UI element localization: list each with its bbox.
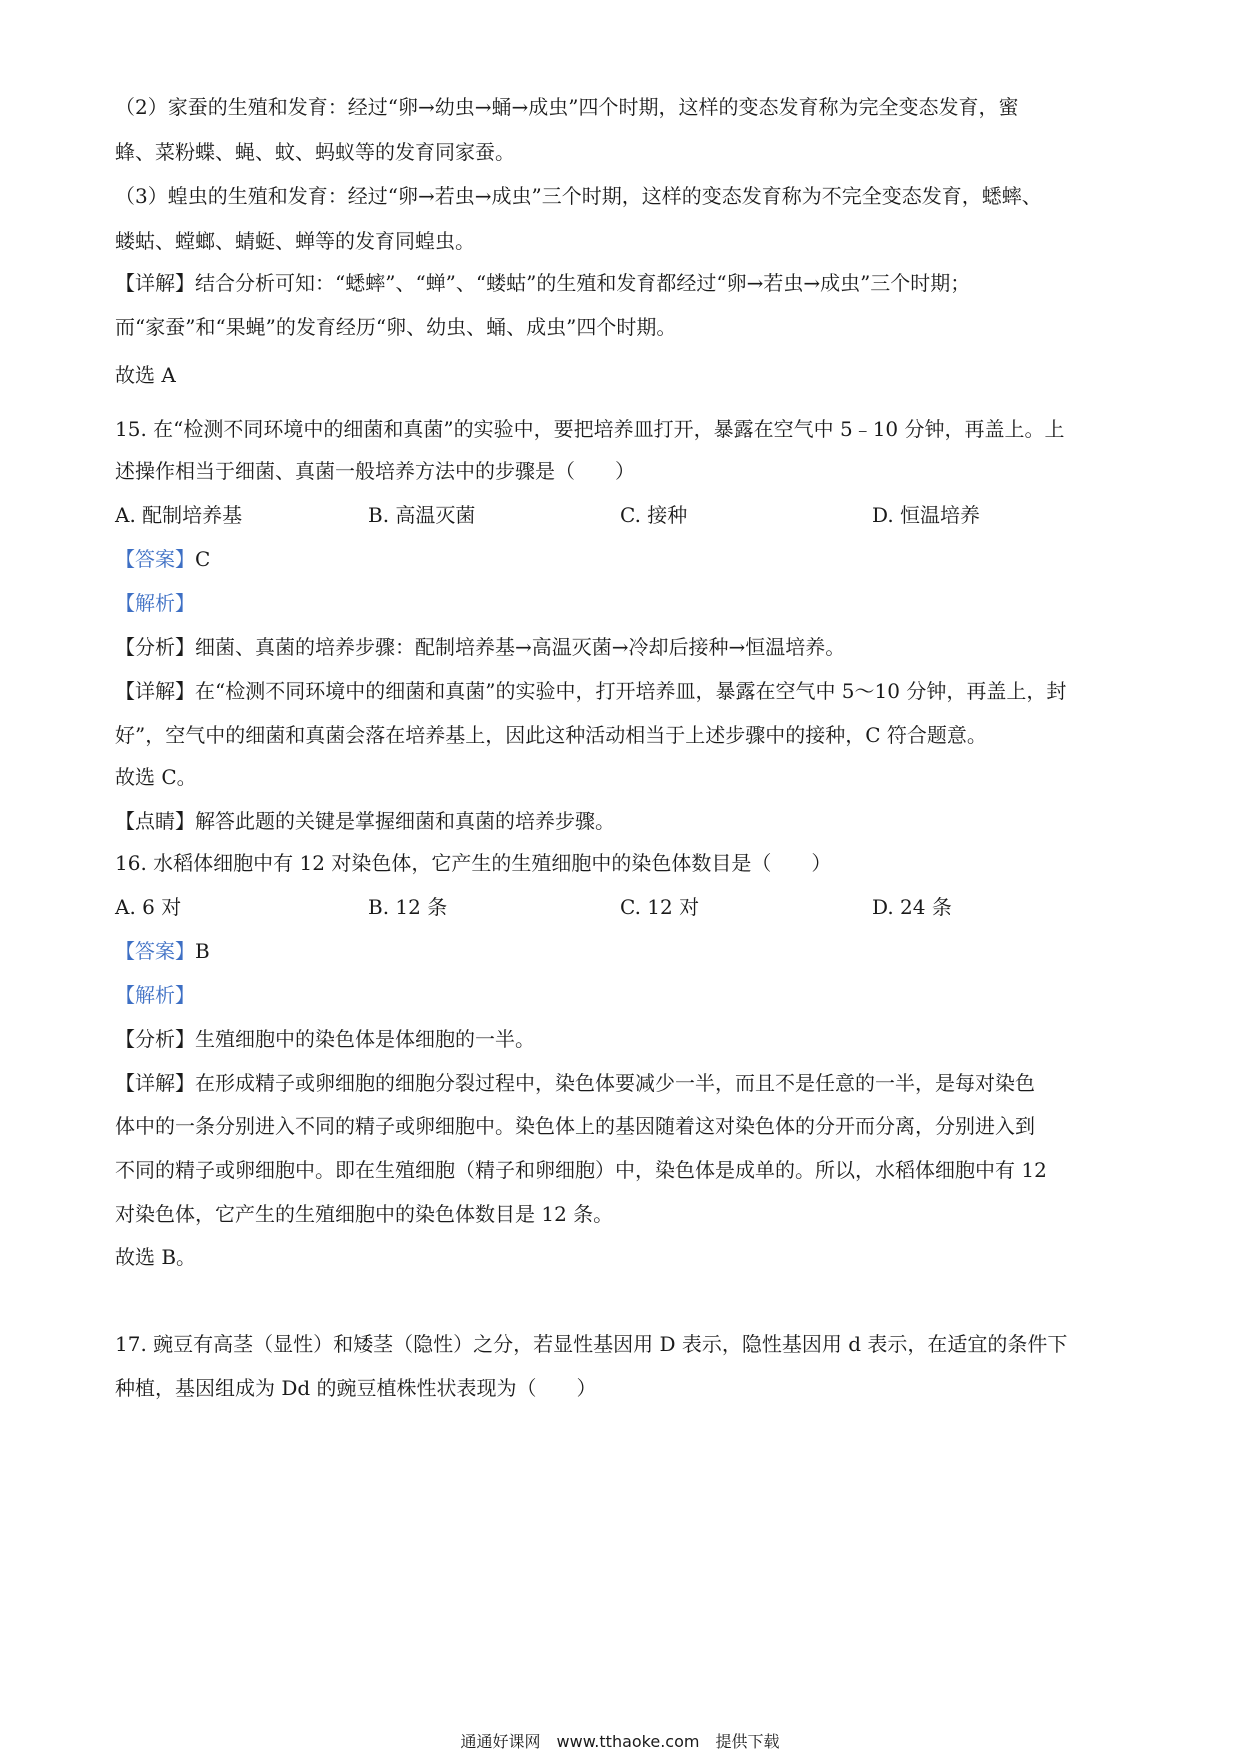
answer-value: C — [195, 547, 211, 571]
question-stem: 15. 在“检测不同环境中的细菌和真菌”的实验中，要把培养皿打开，暴露在空气中 5﹣10 分钟，再盖上。上 — [115, 417, 1065, 441]
dianjing-line — [115, 808, 615, 834]
question-stem: 述操作相当于细菌、真菌一般培养方法中的步骤是（ ） — [115, 459, 635, 483]
fenxi-text: 生殖细胞中的染色体是体细胞的一半。 — [195, 1027, 535, 1051]
choice-line: 故选 A — [115, 363, 176, 387]
answer-line — [115, 938, 210, 964]
detail-line — [115, 270, 970, 296]
option-d: D. 24 条 — [872, 895, 952, 919]
analysis-tag: 【解析】 — [115, 591, 195, 615]
fenxi-text: 细菌、真菌的培养步骤：配制培养基→高温灭菌→冷却后接种→恒温培养。 — [195, 635, 846, 659]
choice-line: 故选 C。 — [115, 765, 197, 789]
option-b: B. 高温灭菌 — [368, 503, 476, 527]
fenxi-line — [115, 634, 845, 660]
option-b: B. 12 条 — [368, 895, 448, 919]
answer-tag: 【答案】 — [115, 939, 195, 963]
detail-tag: 【详解】 — [115, 271, 195, 295]
option-a: A. 6 对 — [115, 895, 182, 919]
detail-text: 在形成精子或卵细胞的细胞分裂过程中，染色体要减少一半，而且不是任意的一半，是每对染色 — [195, 1071, 1035, 1095]
text-line: （3）蝗虫的生殖和发育：经过“卵→若虫→成虫”三个时期，这样的变态发育称为不完全变态发育，蟋蟀、 — [115, 184, 1042, 208]
option-d: D. 恒温培养 — [872, 503, 981, 527]
option-a: A. 配制培养基 — [115, 503, 243, 527]
question-stem: 种植，基因组成为 Dd 的豌豆植株性状表现为（ ） — [115, 1376, 597, 1400]
text-line: 对染色体，它产生的生殖细胞中的染色体数目是 12 条。 — [115, 1202, 614, 1226]
detail-line — [115, 678, 1066, 704]
answer-tag: 【答案】 — [115, 547, 195, 571]
text-line: 不同的精子或卵细胞中。即在生殖细胞（精子和卵细胞）中，染色体是成单的。所以，水稻体细胞中有 12 — [115, 1158, 1047, 1182]
dianjing-text: 解答此题的关键是掌握细菌和真菌的培养步骤。 — [195, 809, 615, 833]
question-stem: 16. 水稻体细胞中有 12 对染色体，它产生的生殖细胞中的染色体数目是（ ） — [115, 851, 832, 875]
answer-value: B — [195, 939, 210, 963]
detail-text: 在“检测不同环境中的细菌和真菌”的实验中，打开培养皿，暴露在空气中 5～10 分钟，再盖上，封 — [195, 679, 1067, 703]
choice-line: 故选 B。 — [115, 1245, 197, 1269]
text-line: 而“家蚕”和“果蝇”的发育经历“卵、幼虫、蛹、成虫”四个时期。 — [115, 315, 677, 339]
fenxi-tag: 【分析】 — [115, 635, 195, 659]
text-line: （2）家蚕的生殖和发育：经过“卵→幼虫→蛹→成虫”四个时期，这样的变态发育称为完全变态发育，蜜 — [115, 95, 1019, 119]
text-line: 蜂、菜粉蝶、蝇、蚊、蚂蚁等的发育同家蚕。 — [115, 140, 515, 164]
detail-text: 结合分析可知：“蟋蟀”、“蝉”、“蝼蛄”的生殖和发育都经过“卵→若虫→成虫”三个时期； — [195, 271, 971, 295]
detail-tag: 【详解】 — [115, 1071, 195, 1095]
dianjing-tag: 【点睛】 — [115, 809, 195, 833]
text-line: 体中的一条分别进入不同的精子或卵细胞中。染色体上的基因随着这对染色体的分开而分离，分别进入到 — [115, 1114, 1035, 1138]
fenxi-tag: 【分析】 — [115, 1027, 195, 1051]
page-footer: 通通好课网 www.tthaoke.com 提供下载 — [460, 1732, 780, 1751]
detail-line — [115, 1070, 1035, 1096]
text-line: 好”，空气中的细菌和真菌会落在培养基上，因此这种活动相当于上述步骤中的接种，C 符合题意。 — [115, 723, 987, 747]
detail-tag: 【详解】 — [115, 679, 195, 703]
option-c: C. 12 对 — [620, 895, 700, 919]
analysis-tag: 【解析】 — [115, 983, 195, 1007]
answer-line — [115, 546, 210, 572]
text-line: 蝼蛄、螳螂、蜻蜓、蝉等的发育同蝗虫。 — [115, 229, 475, 253]
question-stem: 17. 豌豆有高茎（显性）和矮茎（隐性）之分，若显性基因用 D 表示，隐性基因用 d 表示，在适宜的条件下 — [115, 1332, 1068, 1356]
fenxi-line — [115, 1026, 535, 1052]
option-c: C. 接种 — [620, 503, 688, 527]
